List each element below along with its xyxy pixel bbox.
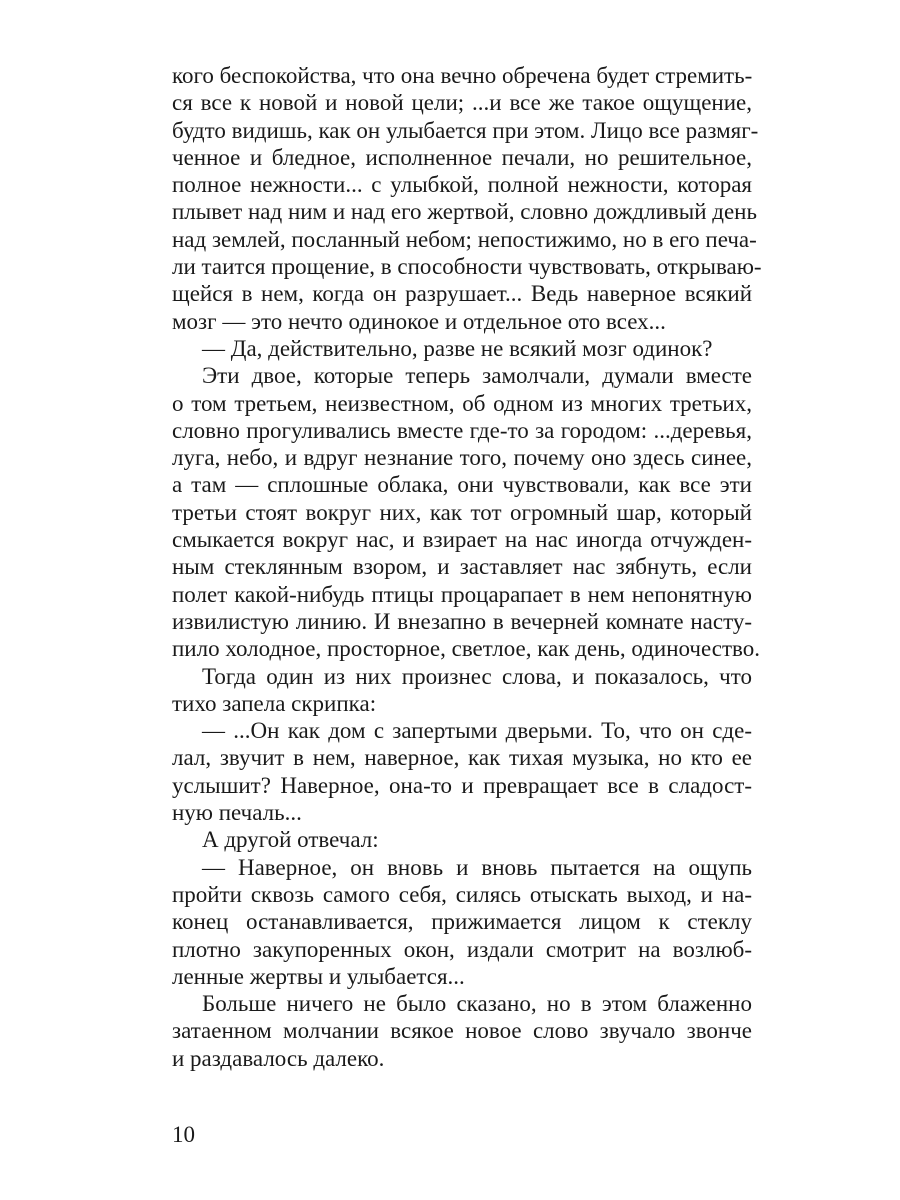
text-line: полет какой-нибудь птицы процарапает в нем непонятную	[172, 581, 752, 607]
text-line: ченное и бледное, исполненное печали, но решительное,	[172, 144, 752, 170]
text-line: ли таится прощение, в способности чувствовать, открываю-	[172, 254, 762, 280]
text-line: будто видишь, как он улыбается при этом. Лицо все размяг-	[172, 117, 759, 143]
text-line: — Да, действительно, разве не всякий мозг одинок?	[202, 335, 713, 361]
text-line: словно прогуливались вместе где-то за городом: ...деревья,	[172, 417, 752, 443]
text-line: щейся в нем, когда он разрушает... Ведь наверное всякий	[172, 281, 752, 307]
text-line: Эти двое, которые теперь замолчали, думали вместе	[202, 363, 752, 389]
text-line: Тогда один из них произнес слова, и показалось, что	[202, 663, 752, 689]
text-line: конец останавливается, прижимается лицом к стеклу	[172, 909, 752, 935]
text-line: лал, звучит в нем, наверное, как тихая музыка, но кто ее	[172, 745, 752, 771]
text-line: ную печаль...	[172, 800, 302, 826]
text-line: и раздавалось далеко.	[172, 1045, 385, 1071]
text-line: услышит? Наверное, она-то и превращает все в сладост-	[172, 772, 752, 798]
text-line: смыкается вокруг нас, и взирает на нас иногда отчужден-	[172, 527, 752, 553]
text-line: кого беспокойства, что она вечно обречена будет стремить-	[172, 63, 753, 88]
text-line: третьи стоят вокруг них, как тот огромный шар, который	[172, 499, 752, 525]
page-number: 10	[172, 1122, 195, 1147]
text-line: мозг — это нечто одинокое и отдельное ото всех...	[172, 308, 666, 334]
text-line: пройти сквозь самого себя, силясь отыскать выход, и на-	[172, 881, 752, 907]
text-line: тихо запела скрипка:	[172, 690, 377, 716]
text-line: ся все к новой и новой цели; ...и все же такое ощущение,	[172, 90, 752, 116]
text-line: полное нежности... с улыбкой, полной нежности, которая	[172, 172, 752, 198]
text-line: пило холодное, просторное, светлое, как день, одиночество.	[172, 636, 760, 662]
text-line: затаенном молчании всякое новое слово звучало звонче	[172, 1018, 752, 1044]
body-text	[172, 62, 762, 1072]
text-line: о том третьем, неизвестном, об одном из многих третьих,	[172, 390, 752, 416]
text-line: — ...Он как дом с запертыми дверьми. То, что он сде-	[202, 718, 752, 744]
text-line: А другой отвечал:	[202, 827, 379, 853]
text-line: луга, небо, и вдруг незнание того, почему оно здесь синее,	[172, 445, 752, 471]
text-line: над землей, посланный небом; непостижимо, но в его печа-	[172, 226, 757, 252]
text-line: Больше ничего не было сказано, но в этом блаженно	[202, 991, 752, 1017]
text-line: плотно закупоренных окон, издали смотрит на возлюб-	[172, 936, 752, 962]
text-line: извилистую линию. И внезапно в вечерней комнате насту-	[172, 608, 752, 634]
text-line: ленные жертвы и улыбается...	[172, 963, 465, 989]
text-line: плывет над ним и над его жертвой, словно дождливый день	[172, 199, 757, 225]
text-line: ным стеклянным взором, и заставляет нас зябнуть, если	[172, 554, 752, 580]
text-line: а там — сплошные облака, они чувствовали, как все эти	[172, 472, 752, 498]
text-line: — Наверное, он вновь и вновь пытается на ощупь	[202, 854, 752, 880]
